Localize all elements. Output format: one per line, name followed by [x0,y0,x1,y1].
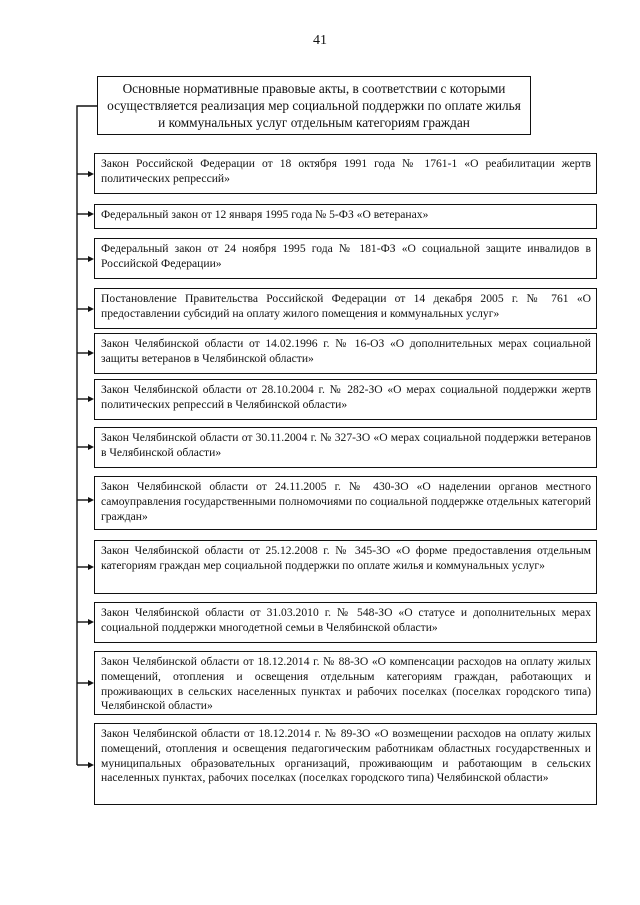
law-text-6: Закон Челябинской области от 28.10.2004 г. № 282-ЗО «О мерах социальной поддержки жертв политических репрессий в Челябинской области» [101,383,591,411]
header-text: Основные нормативные правовые акты, в соответствии с которыми осуществляется реализация мер социальной поддержки по оплате жилья и коммунальных услуг отдельным категориям граждан [107,81,521,130]
law-text-10: Закон Челябинской области от 31.03.2010 г. № 548-ЗО «О статусе и дополнительных мерах социальной поддержки многодетной семьи в Челябинской области» [101,606,591,634]
page-number: 41 [313,33,327,48]
law-box-6 [94,379,597,420]
law-text-8: Закон Челябинской области от 24.11.2005 г. № 430-ЗО «О наделении органов местного самоуправления государственными полномочиями по социальной поддержке отдельных категорий граждан» [101,480,591,523]
law-box-4 [94,288,597,329]
law-box-11 [94,651,597,715]
law-box-12 [94,723,597,805]
law-box-9 [94,540,597,594]
law-box-10 [94,602,597,643]
law-text-5: Закон Челябинской области от 14.02.1996 г. № 16-ОЗ «О дополнительных мерах социальной защиты ветеранов в Челябинской области» [101,337,591,365]
law-text-2: Федеральный закон от 12 января 1995 года № 5-ФЗ «О ветеранах» [101,208,429,221]
law-box-3 [94,238,597,279]
law-box-2 [94,204,597,229]
law-text-11: Закон Челябинской области от 18.12.2014 г. № 88-ЗО «О компенсации расходов на оплату жилых помещений, отопления и освещения отдельным категориям граждан, работающих и проживающих в сельских населенных пунктах и рабочих поселках (поселках городского типа) Челябинской области» [101,655,591,713]
law-box-1 [94,153,597,194]
law-text-12: Закон Челябинской области от 18.12.2014 г. № 89-ЗО «О возмещении расходов на оплату жилых помещений, отопления и освещения педагогическим работникам областных государственных и муниципальных образовательных организаций, проживающим и работающим в сельских населенных пунктах, рабочих поселках (поселках городского типа) Челябинской области» [101,727,591,785]
law-text-9: Закон Челябинской области от 25.12.2008 г. № 345-ЗО «О форме предоставления отдельным категориям граждан мер социальной поддержки по оплате жилья и коммунальных услуг» [101,544,591,572]
law-text-3: Федеральный закон от 24 ноября 1995 года № 181-ФЗ «О социальной защите инвалидов в Российской Федерации» [101,242,591,270]
law-box-7 [94,427,597,468]
law-text-1: Закон Российской Федерации от 18 октября 1991 года № 1761-1 «О реабилитации жертв политических репрессий» [101,157,591,185]
law-box-8 [94,476,597,530]
law-box-5 [94,333,597,374]
law-text-4: Постановление Правительства Российской Федерации от 14 декабря 2005 г. № 761 «О предоставлении субсидий на оплату жилого помещения и коммунальных услуг» [101,292,591,320]
law-text-7: Закон Челябинской области от 30.11.2004 г. № 327-ЗО «О мерах социальной поддержки ветеранов в Челябинской области» [101,431,591,459]
